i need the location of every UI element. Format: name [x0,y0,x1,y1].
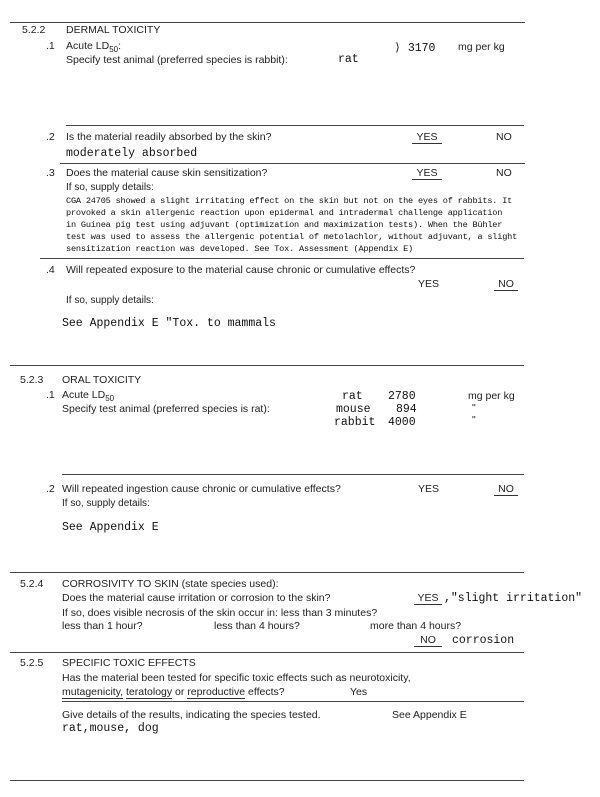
dermal-ld50-unit: mg per kg [458,41,505,53]
teratology-term: teratology [126,686,173,698]
top-rule [10,22,525,23]
species-prompt: Specify test animal (preferred species is rabbit): [66,54,288,66]
rule [10,365,524,366]
section-title-dermal-toxicity: DERMAL TOXICITY [66,24,161,36]
section-title-specific-toxic-effects: SPECIFIC TOXIC EFFECTS [62,657,196,669]
rule [62,701,524,702]
oral-ld50-unit: mg per kg [468,390,515,402]
no-option[interactable]: NO [496,167,512,179]
reproductive-term: reproductive [187,686,246,698]
acute-ld50-label [66,40,121,54]
q-number: .1 [46,40,55,52]
dermal-ld50-value: ⟩ 3170 [394,42,436,55]
corrosion-note: ,"slight irritation" [444,592,583,605]
absorbed-question: Is the material readily absorbed by the skin? [66,131,272,143]
details-prompt: If so, supply details: [66,182,154,193]
oral-ld50-value: 2780 [388,390,416,403]
section-number-5-2-5: 5.2.5 [20,657,44,669]
ld-label: Acute LD [62,389,106,401]
see-appendix: See Appendix E [392,709,467,721]
species-tested-answer: rat,mouse, dog [62,722,159,735]
sensitization-detail-line: CGA 24705 showed a slight irritating effect on the skin but not on the eyes of rabbits. It [66,196,513,206]
species-answer: rat [338,53,359,66]
sensitization-detail-line: in Guinea pig test using adjuvant (optimization and maximization tests). When the Bühler [66,220,503,230]
chronic-exposure-question: Will repeated exposure to the material cause chronic or cumulative effects? [66,264,416,276]
necrosis-question: If so, does visible necrosis of the skin occur in: less than 3 minutes? [62,607,378,619]
rule [60,163,525,164]
section-number-5-2-2: 5.2.2 [22,24,46,36]
rule [40,258,524,259]
sensitization-detail-line: provoked a skin allergenic reaction upon epidermal and intradermal challenge application [66,208,503,218]
oral-species: rat [342,390,363,403]
rule [62,474,524,475]
details-prompt: If so, supply details: [66,295,154,306]
ld-colon: : [118,40,122,52]
specific-effects-question: Has the material been tested for specific toxic effects such as neurotoxicity, [62,672,411,684]
q-number: .3 [46,167,55,179]
details-prompt: If so, supply details: [62,498,150,509]
no-option-selected[interactable]: NO [494,483,518,496]
ditto-mark: " [472,414,476,426]
acute-ld50-label [62,389,114,403]
effects-word: effects? [245,686,285,698]
ditto-mark: " [472,402,476,414]
sensitization-question: Does the material cause skin sensitization? [66,167,268,179]
oral-ld50-value: 4000 [388,416,416,429]
yes-option[interactable]: YES [418,278,440,290]
section-number-5-2-4: 5.2.4 [20,578,44,590]
necrosis-option-more-4h[interactable]: more than 4 hours? [370,620,462,632]
no-option-selected[interactable]: NO [414,634,442,647]
rule [10,572,524,573]
specific-effects-answer: Yes [350,686,368,698]
q-number: .2 [46,131,55,143]
section-title-corrosivity: CORROSIVITY TO SKIN (state species used): [62,578,279,590]
rule [66,125,524,126]
section-number-5-2-3: 5.2.3 [20,374,44,386]
q-number: .1 [46,389,55,401]
chronic-exposure-answer: See Appendix E "Tox. to mammals [62,317,276,330]
chronic-ingestion-answer: See Appendix E [62,521,159,534]
or-word: or [172,686,188,698]
no-option-selected[interactable]: NO [494,278,518,291]
sensitization-detail-line: test was used to assess the allergenic potential of metolachlor, without adjuvant, a slight [66,232,518,242]
q-number: .2 [46,483,55,495]
oral-ld50-value: 894 [396,403,417,416]
section-title-oral-toxicity: ORAL TOXICITY [62,374,142,386]
bottom-rule [10,780,524,781]
yes-option-selected[interactable]: YES [412,167,442,180]
ld-subscript: 50 [105,394,115,404]
ld-subscript: 50 [109,45,119,55]
details-prompt: Give details of the results, indicating the species tested. [62,709,321,721]
yes-option-selected[interactable]: YES [414,592,442,605]
sensitization-detail-line: sensitization reaction was developed. See Tox. Assessment (Appendix E) [66,244,413,254]
corrosion-question: Does the material cause irritation or corrosion to the skin? [62,592,331,604]
species-prompt: Specify test animal (preferred species is rat): [62,403,270,415]
rule [10,652,524,653]
oral-species: mouse [336,403,371,416]
oral-species: rabbit [334,416,376,429]
mutagenicity-term: mutagenicity, [62,686,124,698]
absorbed-answer: moderately absorbed [66,147,198,160]
necrosis-option-4h[interactable]: less than 4 hours? [214,620,300,632]
ld-label: Acute LD [66,40,110,52]
yes-option[interactable]: YES [418,483,440,495]
necrosis-option-1h[interactable]: less than 1 hour? [62,620,143,632]
chronic-ingestion-question: Will repeated ingestion cause chronic or cumulative effects? [62,483,341,495]
corrosion-answer: corrosion [452,634,515,647]
q-number: .4 [46,264,55,276]
specific-effects-question-cont [62,686,285,698]
no-option[interactable]: NO [496,131,512,143]
yes-option-selected[interactable]: YES [412,131,442,144]
